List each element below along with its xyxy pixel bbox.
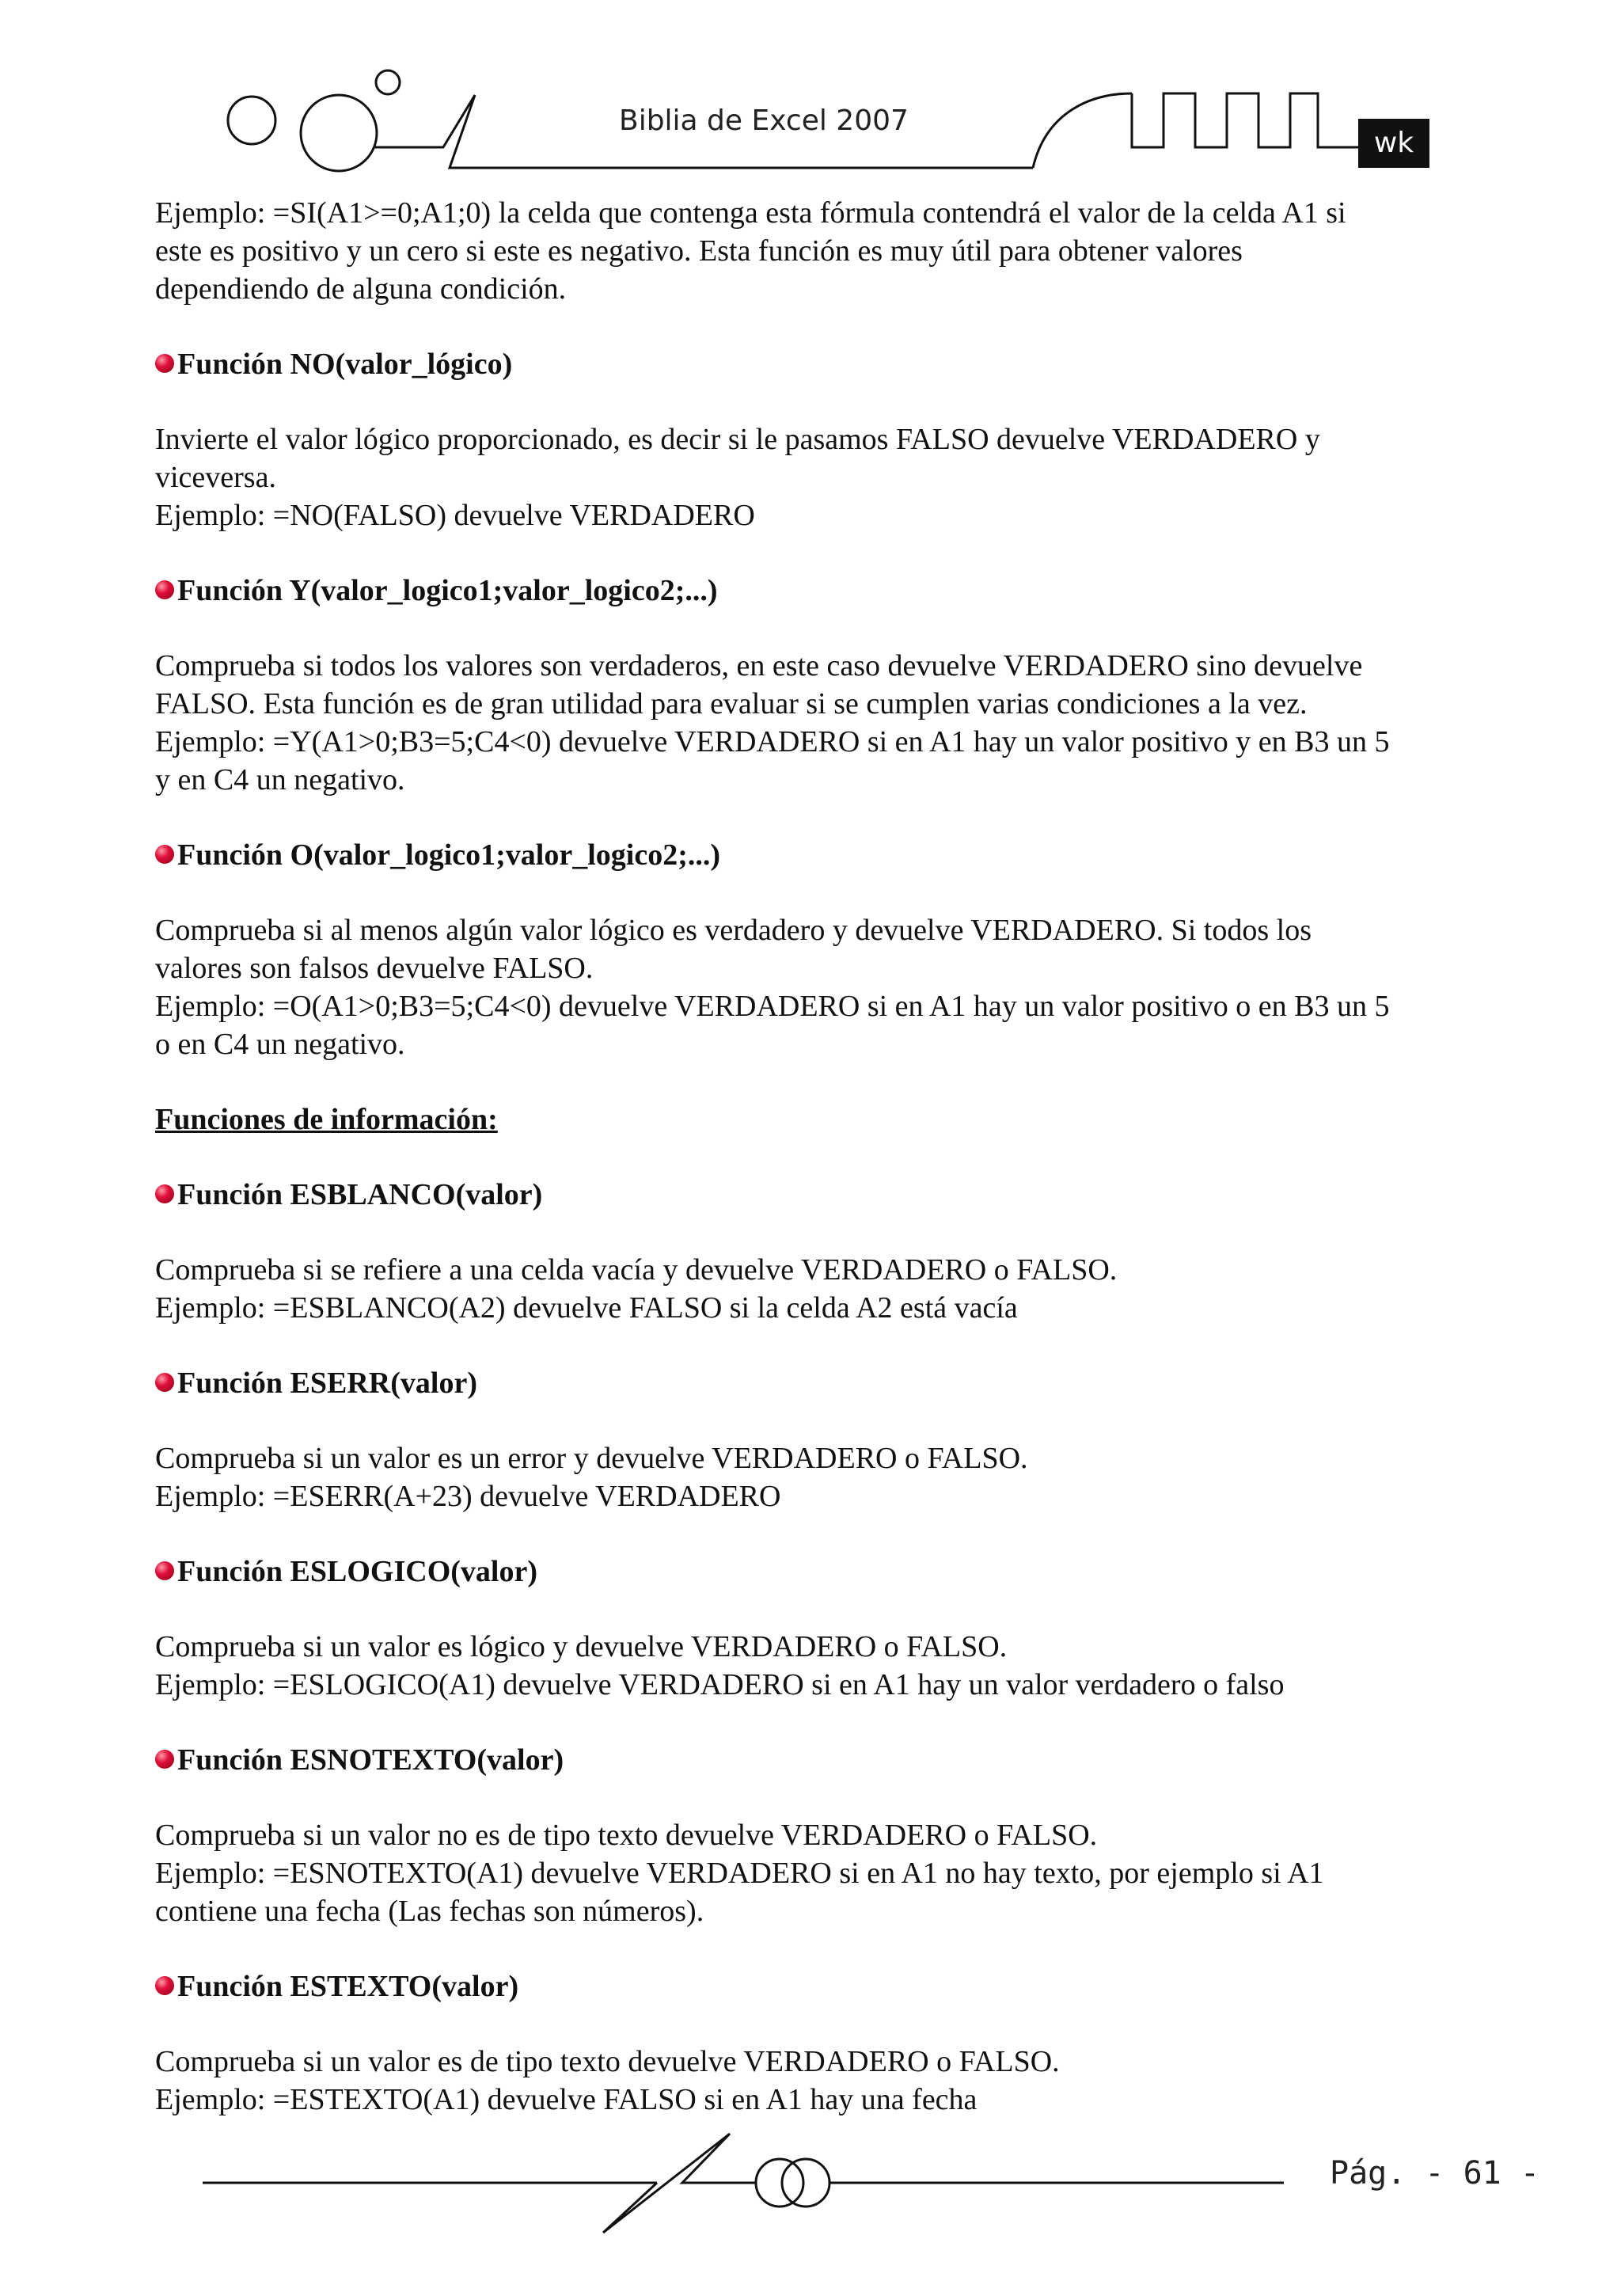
bullet-icon [155,580,174,599]
body-text: Ejemplo: =O(A1>0;B3=5;C4<0) devuelve VERDADERO si en A1 hay un valor positivo o en B3 un 5 [155,990,1390,1023]
bullet-icon [155,1750,174,1769]
body-text: Comprueba si un valor no es de tipo texto devuelve VERDADERO o FALSO. [155,1819,1098,1852]
body-text: viceversa. [155,461,276,494]
body-text: FALSO. Esta función es de gran utilidad para evaluar si se cumplen varias condiciones a la vez. [155,687,1308,720]
body-text: Invierte el valor lógico proporcionado, es decir si le pasamos FALSO devuelve VERDADERO y [155,423,1320,456]
body-text: Ejemplo: =ESERR(A+23) devuelve VERDADERO [155,1480,781,1513]
function-heading: Función Y(valor_logico1;valor_logico2;...) [155,572,718,610]
body-text: Ejemplo: =ESNOTEXTO(A1) devuelve VERDADERO si en A1 no hay texto, por ejemplo si A1 [155,1857,1324,1890]
body-text: Comprueba si un valor es lógico y devuelve VERDADERO o FALSO. [155,1630,1008,1663]
body-text: Ejemplo: =NO(FALSO) devuelve VERDADERO [155,499,755,532]
body-text: Comprueba si se refiere a una celda vacía y devuelve VERDADERO o FALSO. [155,1253,1118,1287]
bullet-icon [155,354,174,373]
function-heading: Función ESTEXTO(valor) [155,1967,518,2005]
body-text: dependiendo de alguna condición. [155,272,567,306]
body-text: y en C4 un negativo. [155,763,405,796]
body-text: o en C4 un negativo. [155,1028,405,1061]
body-text: este es positivo y un cero si este es negativo. Esta función es muy útil para obtener valores [155,234,1243,268]
page-number: Pág. - 61 - [1330,2155,1539,2191]
body-text: Comprueba si un valor es de tipo texto devuelve VERDADERO o FALSO. [155,2045,1060,2078]
bullet-icon [155,845,174,864]
function-heading: Función ESLOGICO(valor) [155,1553,537,1591]
body-text: Ejemplo: =ESTEXTO(A1) devuelve FALSO si en A1 hay una fecha [155,2083,978,2116]
body-text: Comprueba si al menos algún valor lógico es verdadero y devuelve VERDADERO. Si todos los [155,914,1312,947]
body-text: valores son falsos devuelve FALSO. [155,952,594,985]
body-text: Comprueba si un valor es un error y devuelve VERDADERO o FALSO. [155,1442,1028,1475]
bullet-icon [155,1561,174,1580]
header-title: Biblia de Excel 2007 [619,105,909,137]
body-text: Ejemplo: =SI(A1>=0;A1;0) la celda que contenga esta fórmula contendrá el valor de la celda A1 si [155,196,1346,230]
body-text: Comprueba si todos los valores son verdaderos, en este caso devuelve VERDADERO sino devuelve [155,649,1363,682]
function-heading: Función ESBLANCO(valor) [155,1176,542,1214]
function-heading: Función NO(valor_lógico) [155,345,512,383]
header-badge: wk [1358,119,1429,168]
bullet-icon [155,1976,174,1995]
function-heading: Función O(valor_logico1;valor_logico2;...) [155,836,720,874]
bullet-icon [155,1184,174,1203]
body-text: contiene una fecha (Las fechas son números). [155,1895,704,1928]
body-text: Ejemplo: =Y(A1>0;B3=5;C4<0) devuelve VERDADERO si en A1 hay un valor positivo y en B3 un 5 [155,725,1390,758]
bullet-icon [155,1373,174,1392]
body-text: Ejemplo: =ESBLANCO(A2) devuelve FALSO si la celda A2 está vacía [155,1291,1018,1325]
section-heading: Funciones de información: [155,1103,498,1136]
function-heading: Función ESNOTEXTO(valor) [155,1741,564,1779]
function-heading: Función ESERR(valor) [155,1364,477,1402]
body-text: Ejemplo: =ESLOGICO(A1) devuelve VERDADERO si en A1 hay un valor verdadero o falso [155,1668,1285,1701]
